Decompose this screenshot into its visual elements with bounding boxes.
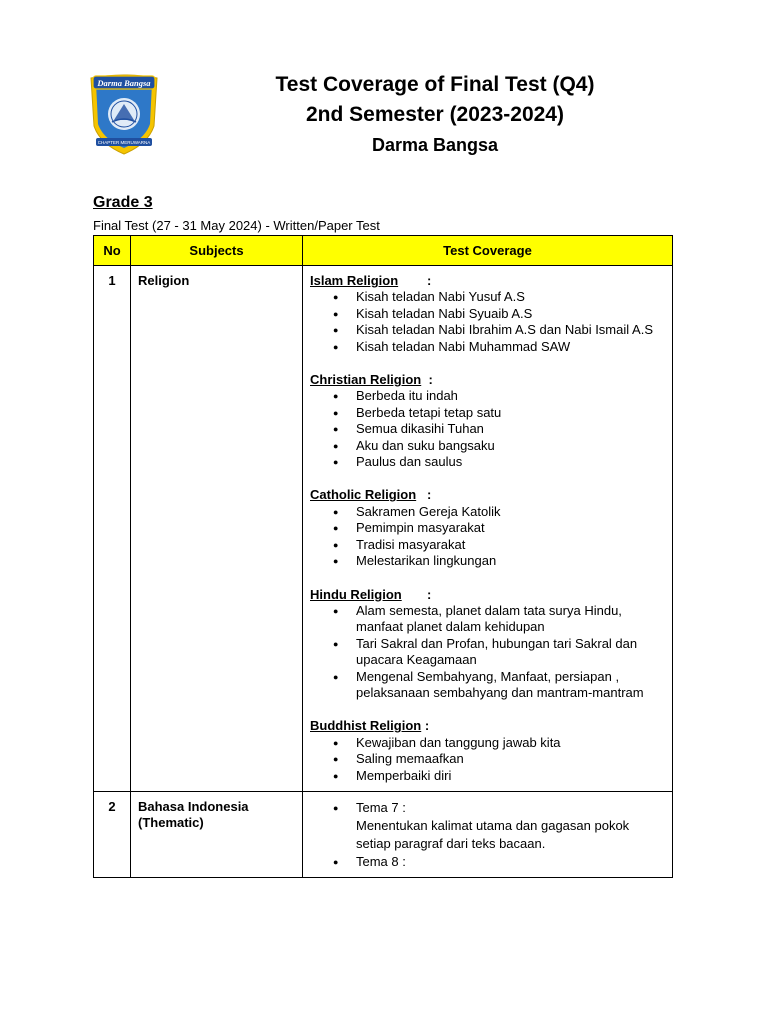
title-block [200, 70, 670, 158]
list-item: ● Memperbaiki diri [356, 768, 664, 784]
coverage-list [310, 388, 664, 470]
row-subject: Bahasa Indonesia (Thematic) [131, 791, 303, 877]
theme-detail: Menentukan kalimat utama dan gagasan pokok setiap paragraf dari teks bacaan. [356, 817, 630, 851]
list-item: ● Paulus dan saulus [356, 454, 664, 470]
list-item: ● Semua dikasihi Tuhan [356, 421, 664, 437]
coverage-list [310, 504, 664, 570]
list-item: ● Berbeda itu indah [356, 388, 664, 404]
list-item [356, 799, 664, 853]
page-title: Test Coverage of Final Test (Q4) [275, 73, 595, 96]
coverage-list [310, 799, 664, 871]
coverage-list [310, 289, 664, 355]
list-item: ● Kewajiban dan tanggung jawab kita [356, 735, 664, 751]
list-item: ● Kisah teladan Nabi Muhammad SAW [356, 339, 664, 355]
list-item: ● Tradisi masyarakat [356, 537, 664, 553]
school-name: Darma Bangsa [371, 135, 499, 155]
section-title: Catholic Religion : [310, 487, 432, 503]
coverage-list [310, 735, 664, 784]
list-item: ● Kisah teladan Nabi Yusuf A.S [356, 289, 664, 305]
list-item: ● Aku dan suku bangsaku [356, 438, 664, 454]
list-item: ● Tari Sakral dan Profan, hubungan tari Sakral dan upacara Keagamaan [356, 636, 664, 669]
table-header-row [94, 236, 673, 266]
grade-heading: Grade 3 [93, 194, 153, 211]
list-item: ● Kisah teladan Nabi Syuaib A.S [356, 306, 664, 322]
coverage-table [93, 235, 673, 878]
section-title: Buddhist Religion : [310, 718, 430, 734]
list-item: ● Berbeda tetapi tetap satu [356, 405, 664, 421]
header-subjects: Subjects [131, 236, 303, 266]
table-row [94, 266, 673, 792]
header-no: No [94, 236, 131, 266]
row-coverage [303, 266, 673, 792]
section-title: Hindu Religion : [310, 586, 432, 602]
row-number: 2 [94, 791, 131, 877]
test-info: Final Test (27 - 31 May 2024) - Written/Paper Test [93, 218, 380, 233]
header-coverage: Test Coverage [303, 236, 673, 266]
theme-label: Tema 8 : [356, 853, 406, 869]
section-title: Islam Religion : [310, 273, 432, 288]
logo-text: Darma Bangsa [97, 78, 151, 88]
list-item: ● Pemimpin masyarakat [356, 520, 664, 536]
list-item: ● Kisah teladan Nabi Ibrahim A.S dan Nabi Ismail A.S [356, 322, 664, 338]
coverage-list [310, 603, 664, 701]
list-item: ● Melestarikan lingkungan [356, 553, 664, 569]
list-item: ● Sakramen Gereja Katolik [356, 504, 664, 520]
list-item: ● Saling memaafkan [356, 751, 664, 767]
theme-label: Tema 7 : [356, 799, 406, 815]
table-row [94, 791, 673, 877]
semester-title: 2nd Semester (2023-2024) [306, 103, 564, 126]
list-item [356, 853, 664, 871]
list-item: ● Mengenal Sembahyang, Manfaat, persiapan , pelaksanaan sembahyang dan mantram-mantram [356, 669, 664, 702]
row-subject: Religion [131, 266, 303, 792]
row-number: 1 [94, 266, 131, 792]
list-item: ● Alam semesta, planet dalam tata surya Hindu, manfaat planet dalam kehidupan [356, 603, 664, 636]
school-logo [88, 74, 160, 158]
row-coverage [303, 791, 673, 877]
section-title: Christian Religion : [310, 372, 433, 388]
logo-motto: CHAPTER MERUWARNA [97, 140, 151, 145]
